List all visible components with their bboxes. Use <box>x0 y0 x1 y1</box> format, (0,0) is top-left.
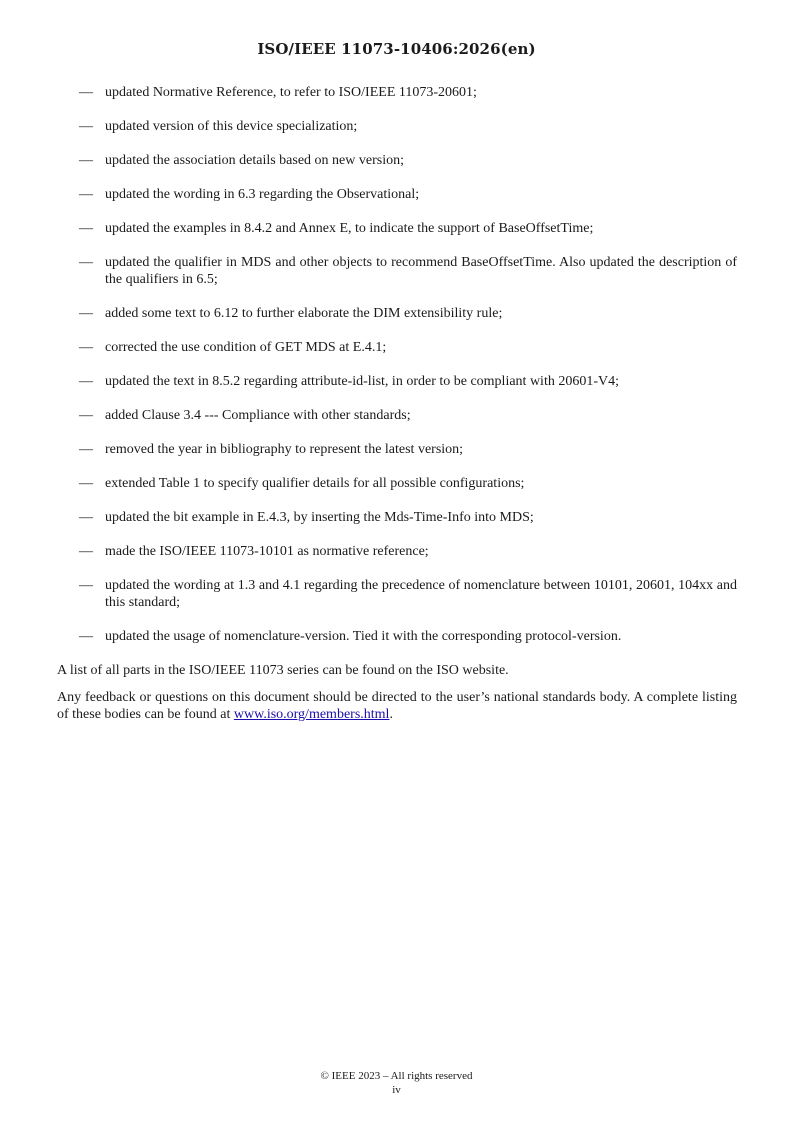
list-item <box>57 407 737 424</box>
dash-bullet: — <box>79 306 93 321</box>
dash-bullet: — <box>79 119 93 134</box>
list-item-text: extended Table 1 to specify qualifier details for all possible configurations; <box>105 476 525 491</box>
list-item-text: updated the wording in 6.3 regarding the Observational; <box>105 187 420 202</box>
list-item <box>57 118 737 135</box>
list-item-text: corrected the use condition of GET MDS at E.4.1; <box>105 340 387 355</box>
list-item-text: updated the association details based on new version; <box>105 153 404 168</box>
list-item <box>57 186 737 203</box>
list-item-text: removed the year in bibliography to represent the latest version; <box>105 442 464 457</box>
list-item-text: added Clause 3.4 --- Compliance with other standards; <box>105 408 411 423</box>
list-item <box>57 373 737 390</box>
list-item <box>57 339 737 356</box>
dash-bullet: — <box>79 476 93 491</box>
list-item-text: updated the qualifier in MDS and other objects to recommend BaseOffsetTime. Also updated the description of the qualifiers in 6.5; <box>105 255 737 287</box>
list-item <box>57 577 737 611</box>
feedback-text: Any feedback or questions on this document should be directed to the user’s national standards body. A complete listing of these bodies can be found at <box>57 690 737 722</box>
dash-bullet: — <box>79 374 93 389</box>
list-item <box>57 152 737 169</box>
document-body <box>57 84 737 733</box>
series-note-paragraph: A list of all parts in the ISO/IEEE 11073 series can be found on the ISO website. <box>57 663 509 678</box>
list-item <box>57 628 737 645</box>
list-item-text: updated the usage of nomenclature-version. Tied it with the corresponding protocol-version. <box>105 629 622 644</box>
list-item-text: updated the wording at 1.3 and 4.1 regarding the precedence of nomenclature between 10101, 20601, 104xx and this standard; <box>105 578 737 610</box>
dash-bullet: — <box>79 578 93 593</box>
dash-bullet: — <box>79 408 93 423</box>
page-footer <box>0 1069 793 1097</box>
dash-bullet: — <box>79 221 93 236</box>
change-list <box>57 84 737 645</box>
dash-bullet: — <box>79 442 93 457</box>
list-item <box>57 84 737 101</box>
page-number: iv <box>392 1084 401 1096</box>
feedback-paragraph <box>57 689 737 723</box>
list-item <box>57 543 737 560</box>
list-item-text: updated the examples in 8.4.2 and Annex E, to indicate the support of BaseOffsetTime; <box>105 221 594 236</box>
list-item <box>57 305 737 322</box>
dash-bullet: — <box>79 510 93 525</box>
dash-bullet: — <box>79 255 93 270</box>
list-item-text: made the ISO/IEEE 11073-10101 as normative reference; <box>105 544 429 559</box>
list-item <box>57 220 737 237</box>
list-item <box>57 441 737 458</box>
feedback-end: . <box>389 707 393 722</box>
iso-members-link[interactable]: www.iso.org/members.html <box>233 707 390 722</box>
list-item-text: updated Normative Reference, to refer to ISO/IEEE 11073-20601; <box>105 85 477 100</box>
list-item <box>57 509 737 526</box>
list-item-text: updated the bit example in E.4.3, by inserting the Mds-Time-Info into MDS; <box>105 510 534 525</box>
dash-bullet: — <box>79 85 93 100</box>
list-item-text: added some text to 6.12 to further elaborate the DIM extensibility rule; <box>105 306 503 321</box>
copyright-notice: © IEEE 2023 – All rights reserved <box>320 1070 473 1082</box>
dash-bullet: — <box>79 340 93 355</box>
list-item <box>57 475 737 492</box>
list-item <box>57 254 737 288</box>
dash-bullet: — <box>79 629 93 644</box>
dash-bullet: — <box>79 544 93 559</box>
list-item-text: updated version of this device specialization; <box>105 119 358 134</box>
list-item-text: updated the text in 8.5.2 regarding attribute-id-list, in order to be compliant with 20601-V4; <box>105 374 619 389</box>
document-header: ISO/IEEE 11073-10406:2026(en) <box>257 40 536 58</box>
dash-bullet: — <box>79 187 93 202</box>
dash-bullet: — <box>79 153 93 168</box>
